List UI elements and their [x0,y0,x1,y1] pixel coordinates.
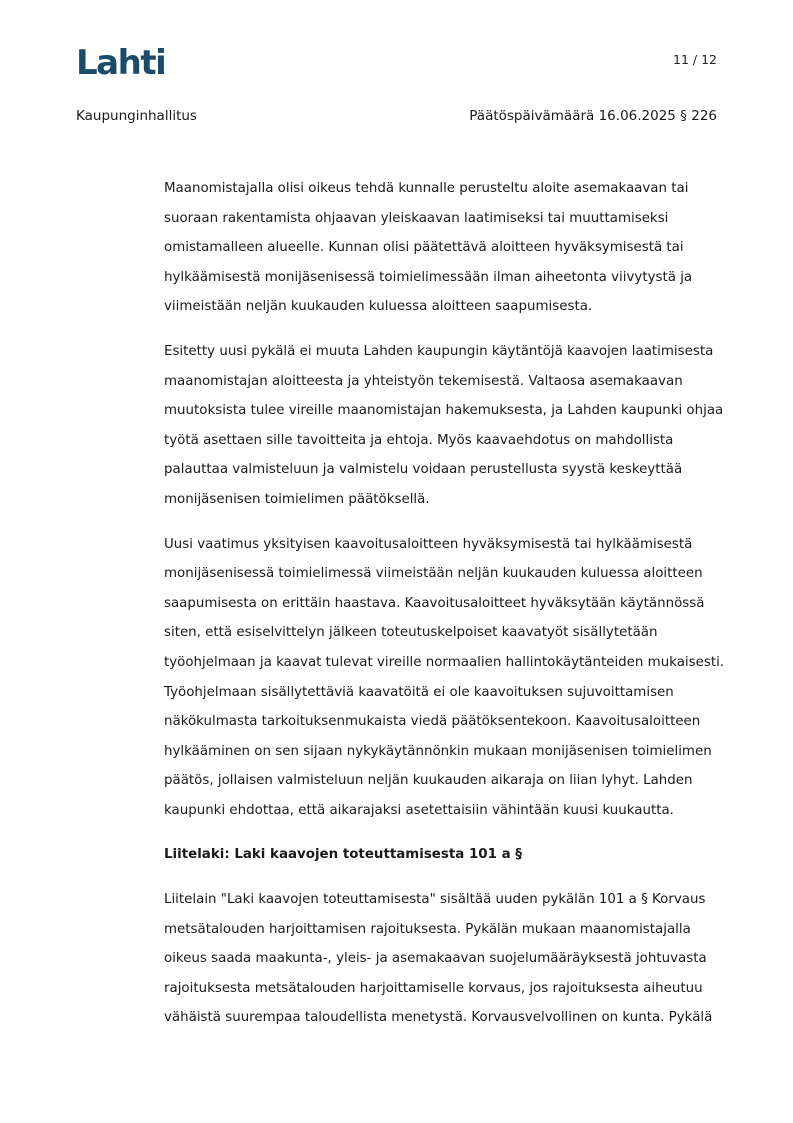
text-line: Uusi vaatimus yksityisen kaavoitusaloitteen hyväksymisestä tai hylkäämisestä [164,536,693,552]
text-line: Liitelain "Laki kaavojen toteuttamisesta" sisältää uuden pykälän 101 a § Korvaus [164,892,706,908]
text-line: maanomistajan aloitteesta ja yhteistyön tekemisestä. Valtaosa asemakaavan [164,373,683,389]
text-line: suoraan rakentamista ohjaavan yleiskaavan laatimiseksi tai muuttamiseksi [164,210,669,226]
lahti-logo: Lahti [76,43,166,83]
text-line: omistamalleen alueelle. Kunnan olisi päätettävä aloitteen hyväksymisestä tai [164,240,684,256]
paragraph-2 [164,337,724,515]
text-line: Työohjelmaan sisällytettäviä kaavatöitä ei ole kaavoituksen sujuvoittamisen [164,684,674,700]
text-line: kaupunki ehdottaa, että aikarajaksi asetettaisiin vähintään kuusi kuukautta. [164,802,674,818]
text-line: rajoituksesta metsätalouden harjoittamiselle korvaus, jos rajoituksesta aiheutuu [164,980,703,996]
section-heading: Liitelaki: Laki kaavojen toteuttamisesta 101 a § [164,847,522,863]
paragraph-4 [164,885,724,1033]
text-line: hylkääminen on sen sijaan nykykäytännönkin mukaan monijäsenisen toimielimen [164,743,712,759]
text-line: siten, että esiselvittelyn jälkeen toteutuskelpoiset kaavatyöt sisällytetään [164,625,658,641]
paragraph-3 [164,530,724,826]
text-line: saapumisesta on erittäin haastava. Kaavoitusaloitteet hyväksytään käytännössä [164,595,705,611]
text-line: päätös, jollaisen valmisteluun neljän kuukauden aikaraja on liian lyhyt. Lahden [164,773,693,789]
text-line: hylkäämisestä monijäsenisessä toimielimessään ilman aiheetonta viivytystä ja [164,269,693,285]
text-line: palauttaa valmisteluun ja valmistelu voidaan perustellusta syystä keskeyttää [164,462,683,478]
text-line: työtä asettaen sille tavoitteita ja ehtoja. Myös kaavaehdotus on mahdollista [164,432,674,448]
page-number: 11 / 12 [673,52,717,67]
document-body [164,174,724,1048]
text-line: viimeistään neljän kuukauden kuluessa aloitteen saapumisesta. [164,299,593,315]
paragraph-1 [164,174,724,322]
text-line: oikeus saada maakunta-, yleis- ja asemakaavan suojelumääräyksestä johtuvasta [164,951,707,967]
text-line: työohjelmaan ja kaavat tulevat vireille normaalien hallintokäytänteiden mukaisesti. [164,654,725,670]
text-line: monijäsenisessä toimielimessä viimeistään neljän kuukauden kuluessa aloitteen [164,566,703,582]
text-line: vähäistä suurempaa taloudellista menetystä. Korvausvelvollinen on kunta. Pykälä [164,1010,713,1026]
text-line: monijäsenisen toimielimen päätöksellä. [164,491,430,507]
decision-date: Päätöspäivämäärä 16.06.2025 § 226 [469,108,717,124]
text-line: Esitetty uusi pykälä ei muuta Lahden kaupungin käytäntöjä kaavojen laatimisesta [164,343,714,359]
text-line: Maanomistajalla olisi oikeus tehdä kunnalle perusteltu aloite asemakaavan tai [164,181,689,196]
organization-name: Kaupunginhallitus [76,108,197,124]
text-line: metsätalouden harjoittamisen rajoituksesta. Pykälän mukaan maanomistajalla [164,921,691,937]
text-line: muutoksista tulee vireille maanomistajan hakemuksesta, ja Lahden kaupunki ohjaa [164,403,724,419]
text-line: näkökulmasta tarkoituksenmukaista viedä päätöksentekoon. Kaavoitusaloitteen [164,714,701,730]
